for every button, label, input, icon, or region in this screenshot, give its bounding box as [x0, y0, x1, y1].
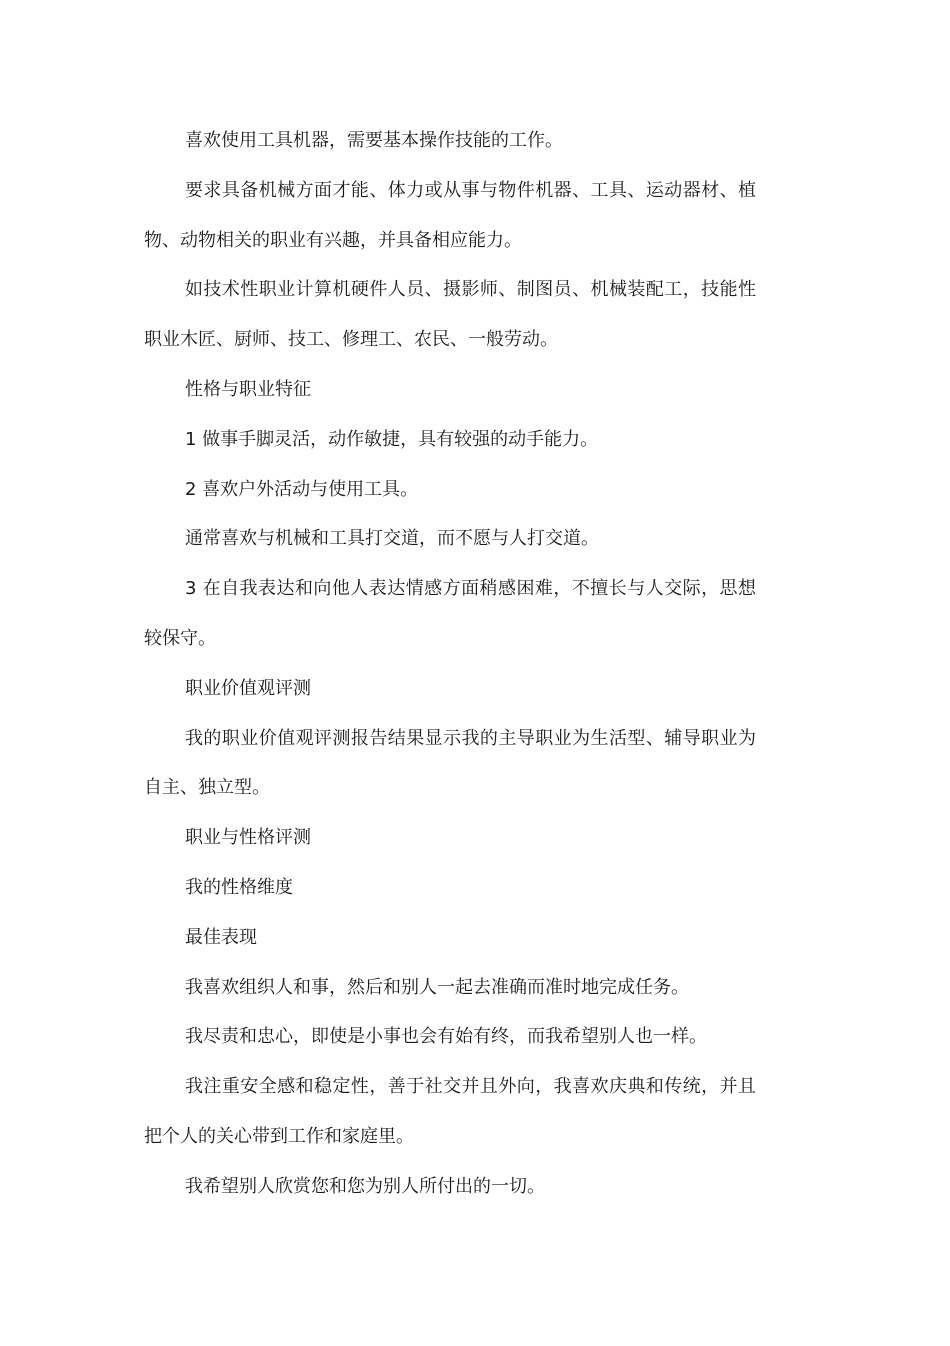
section-heading: 职业价值观评测 — [185, 677, 311, 699]
paragraph: 我喜欢组织人和事，然后和别人一起去准确而准时地完成任务。 — [185, 976, 689, 998]
section-heading: 我的性格维度 — [185, 876, 293, 898]
paragraph: 要求具备机械方面才能、体力或从事与物件机器、工具、运动器材、植物、动物相关的职业有兴趣，并具备相应能力。 — [144, 179, 756, 251]
paragraph: 我注重安全感和稳定性，善于社交并且外向，我喜欢庆典和传统，并且把个人的关心带到工作和家庭里。 — [144, 1076, 756, 1147]
paragraph: 通常喜欢与机械和工具打交道，而不愿与人打交道。 — [185, 528, 599, 550]
paragraph: 如技术性职业计算机硬件人员、摄影师、制图员、机械装配工，技能性职业木匠、厨师、技工、修理工、农民、一般劳动。 — [144, 279, 756, 351]
list-item: 3 在自我表达和向他人表达情感方面稍感困难，不擅长与人交际，思想较保守。 — [144, 578, 756, 649]
paragraph: 喜欢使用工具机器，需要基本操作技能的工作。 — [185, 130, 563, 151]
paragraph: 我的职业价值观评测报告结果显示我的主导职业为生活型、辅导职业为自主、独立型。 — [144, 727, 756, 799]
list-item: 1 做事手脚灵活，动作敏捷，具有较强的动手能力。 — [185, 428, 599, 450]
paragraph: 我尽责和忠心，即使是小事也会有始有终，而我希望别人也一样。 — [185, 1026, 707, 1048]
section-heading: 最佳表现 — [185, 926, 257, 948]
section-heading: 性格与职业特征 — [185, 378, 311, 400]
list-item: 2 喜欢户外活动与使用工具。 — [185, 478, 419, 500]
document-body — [144, 116, 756, 1212]
section-heading: 职业与性格评测 — [185, 827, 311, 849]
paragraph: 我希望别人欣赏您和您为别人所付出的一切。 — [185, 1175, 545, 1197]
